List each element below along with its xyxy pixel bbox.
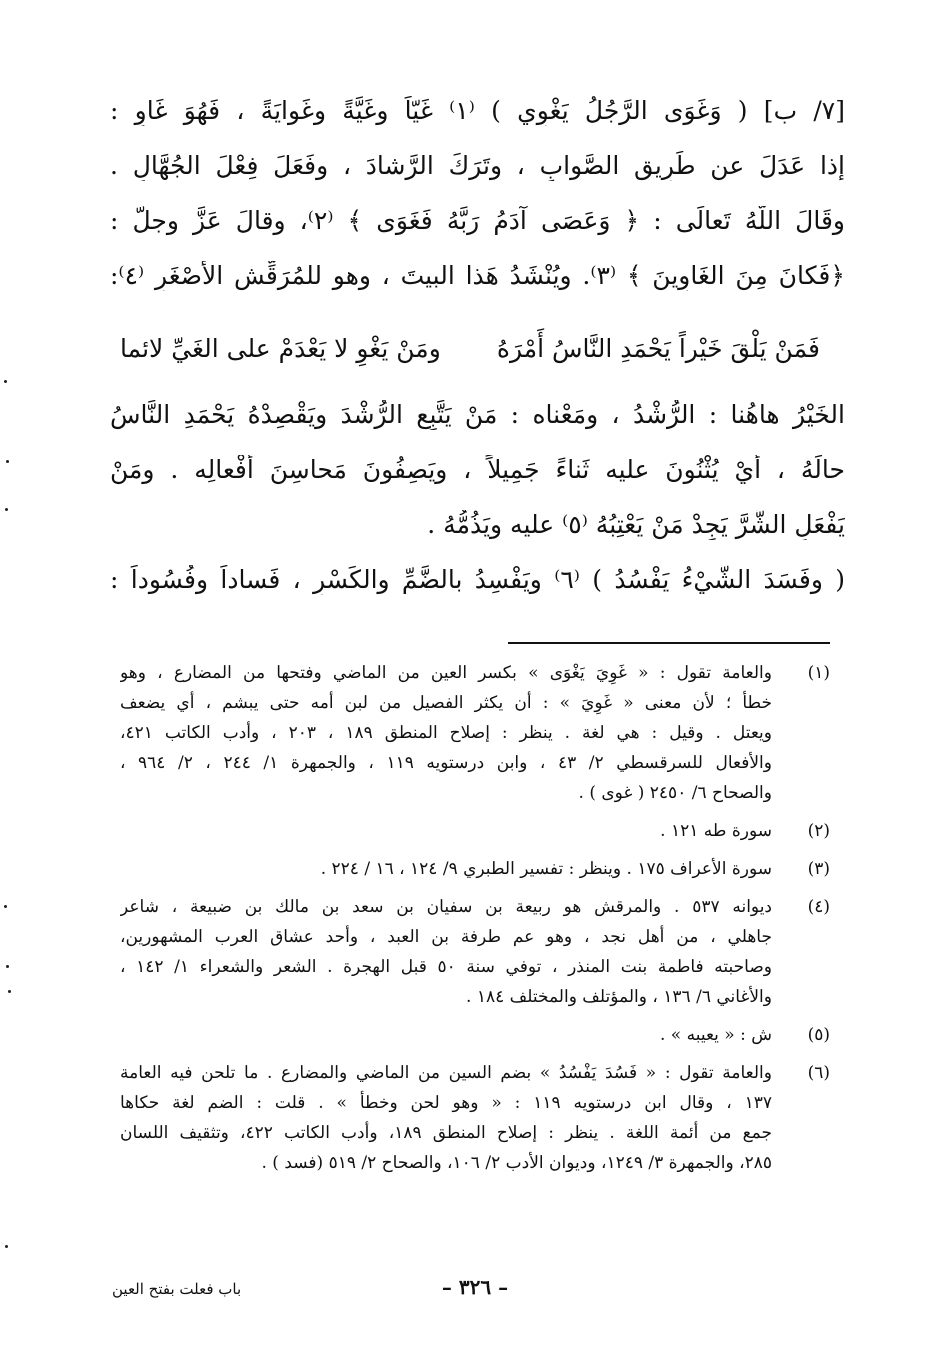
footnote-line: ويعتل . وقيل : هي لغة . ينظر : إصلاح المنطق ١٨٩ ، ٢٠٣ ، وأدب الكاتب ٤٢١، (120, 723, 772, 743)
chapter-title: باب فعلت بفتح العين (112, 1280, 242, 1298)
footnote (120, 658, 830, 808)
footnote (120, 892, 830, 1012)
footnote-line: سورة الأعراف ١٧٥ . وينظر : تفسير الطبري ٩/ ١٢٤ ، ١٦ / ٢٢٤ . (320, 859, 772, 879)
main-line-section-heading: ( وفَسَدَ الشَّيْءُ يَفْسُدُ ) ⁽٦⁾ ويَفْسِدُ بالضَّمِّ والكَسْرِ ، فَساداً وفُسُوداً : (110, 565, 845, 594)
footnote-line: والأغاني ٦/ ١٣٦ ، والمؤتلف والمختلف ١٨٤ . (466, 987, 772, 1007)
footnote-separator (508, 642, 830, 644)
footnote-number: (٣) (807, 859, 830, 879)
scan-speck (4, 380, 7, 383)
footnote-number: (٦) (807, 1063, 830, 1083)
footnote-line: والأفعال للسرقسطي ٢/ ٤٣ ، وابن درستويه ١١٩ ، والجمهرة ١/ ٢٤٤ ، ٢/ ٩٦٤ ، (120, 753, 772, 773)
footnote-line: جاهلي ، من أهل نجد ، وهو عم طرفة بن العبد ، وأحد عشاق العرب المشهورين، (120, 927, 772, 947)
verse-second-hemistich: ومَنْ يَغْوِ لا يَعْدَمْ على الغَيِّ لائما (120, 334, 441, 363)
verse-first-hemistich: فَمَنْ يَلْقَ خَيْراً يَحْمَدِ النَّاسُ أَمْرَهُ (496, 334, 820, 363)
footnote (120, 854, 830, 884)
main-line: إذا عَدَلَ عن طَرِيقِ الصَّوابِ ، وتَرَكَ الرَّشادَ ، وفَعَلَ فِعْلَ الجُهَّالِ . (110, 151, 845, 180)
footnote-line: والعامة تقول : « فَسُدَ يَفْسُدُ » بضم السين من الماضي والمضارع . ما تلحن فيه العامة (120, 1063, 772, 1083)
main-line: يَفْعَلِ الشَّرَّ يَجِدْ مَنْ يَعْتِبُهُ ⁽٥⁾ عليه ويَذُمُّهُ . (427, 510, 845, 539)
footnote-line: ش : « يعيبه » . (659, 1025, 772, 1045)
footnote (120, 816, 830, 846)
main-line: [٧/ ب] ( وَغَوَى الرَّجُلُ يَغْوِي ) ⁽١⁾ غَيّاً وغَيَّةً وغَوايَةً ، فَهُوَ غَاوٍ : (110, 96, 845, 125)
main-line: وقَالَ اللّهُ تَعالَى : ﴿ وَعَصَى آدَمُ رَبَّهُ فَغَوَى ﴾ ⁽٢⁾، وقالَ عَزَّ وجلَّ : (110, 206, 845, 235)
scan-speck (4, 905, 7, 908)
scan-speck (5, 508, 8, 511)
footnote (120, 1058, 830, 1178)
scan-speck (6, 460, 9, 463)
footnote-line: ٢٨٥، والجمهرة ٣/ ١٢٤٩، وديوان الأدب ٢/ ١٠٦، والصحاح ٢/ ٥١٩ (فسد ) . (261, 1153, 772, 1173)
scan-speck (5, 1245, 8, 1248)
main-line: الخَيْرُ هاهُنا : الرُّشْدُ ، ومَعْناه : مَنْ يَتَّبِعِ الرُّشْدَ ويَقْصِدْهُ يَحْمَدِ النَّاسُ (110, 400, 845, 429)
main-line: ﴿فَكانَ مِنَ الغَاوِينَ ﴾ ⁽٣⁾. ويُنْشَدُ هَذا البيتَ ، وهو للمُرَقِّشِ الأصْغَرِ ⁽٤⁾: (110, 261, 845, 290)
footnote-number: (٢) (807, 821, 830, 841)
footnote-line: خطأ ؛ لأن معنى « غَوِيَ » : أن يكثر الفصيل من لبن أمه حتى يبشم ، أي يضعف (120, 693, 772, 713)
footnote-line: وصاحبته فاطمة بنت المنذر ، توفي سنة ٥٠ قبل الهجرة . الشعر والشعراء ١/ ١٤٢ ، (120, 957, 772, 977)
footnote-line: سورة طه ١٢١ . (660, 821, 772, 841)
footnote-number: (٥) (807, 1025, 830, 1045)
footnote-line: والصحاح ٦/ ٢٤٥٠ ( غوى ) . (578, 783, 772, 803)
main-text-block-continued (110, 400, 845, 620)
footnote-line: ديوانه ٥٣٧ . والمرقش هو ربيعة بن سفيان بن سعد بن مالك بن ضبيعة ، شاعر (120, 897, 772, 917)
footnote-line: ١٣٧ ، وقال ابن درستويه ١١٩ : « وهو لحن وخطأ » . قلت : الضم لغة حكاها (120, 1093, 772, 1113)
poetry-verse (120, 332, 820, 366)
main-line: حالَهُ ، أيْ يُثْنُونَ عليه ثَناءً جَمِيلاً ، ويَصِفُونَ مَحاسِنَ أفْعالِه . ومَنْ (110, 455, 845, 484)
footnotes-section (120, 658, 830, 1186)
main-text-block (110, 96, 845, 316)
footnote-number: (١) (807, 663, 830, 683)
footnote-line: جمع من أئمة اللغة . ينظر : إصلاح المنطق ١٨٩، وأدب الكاتب ٤٢٢، وتثقيف اللسان (120, 1123, 772, 1143)
footnote-line: والعامة تقول : « غَوِيَ يَغْوَى » بكسر العين من الماضي وفتحها من المضارع ، وهو (120, 663, 772, 683)
page-number: – ٣٢٦ – (441, 1275, 509, 1299)
scan-speck (6, 965, 9, 968)
footnote-number: (٤) (807, 897, 830, 917)
scan-speck (8, 990, 11, 993)
footnote (120, 1020, 830, 1050)
